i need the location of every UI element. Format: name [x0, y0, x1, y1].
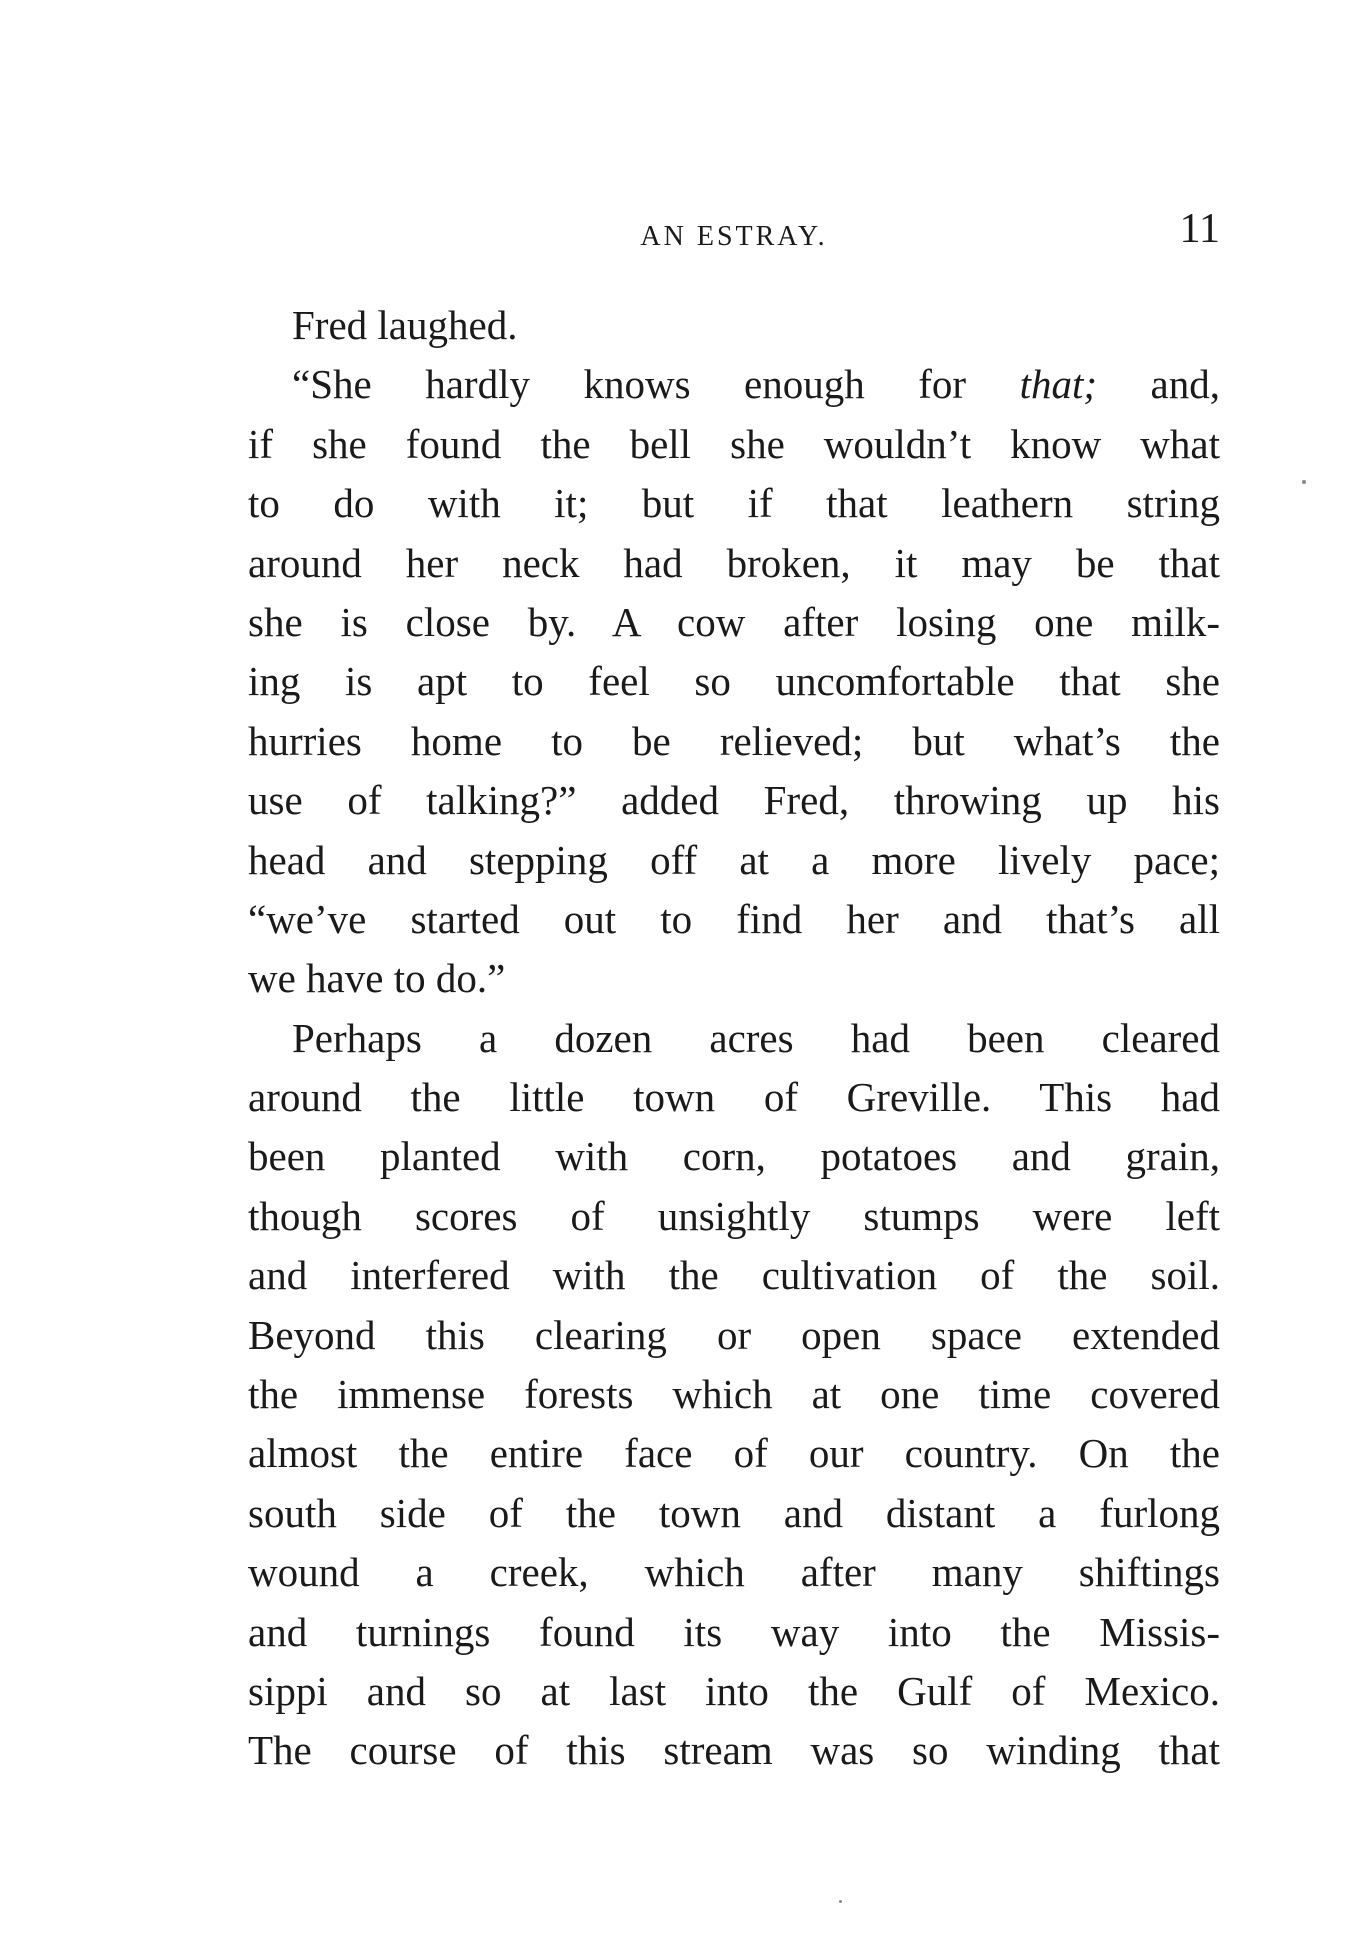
text-line: sippi and so at last into the Gulf of Mexico. — [248, 1667, 1220, 1714]
text-line — [248, 355, 1220, 414]
text-line: wound a creek, which after many shiftings — [248, 1549, 1220, 1596]
text-line: to do with it; but if that leathern string — [248, 480, 1220, 527]
text-line: though scores of unsightly stumps were left — [248, 1192, 1220, 1239]
text-line: The course of this stream was so winding that — [248, 1727, 1220, 1774]
running-head — [248, 205, 1220, 265]
text-line: around her neck had broken, it may be that — [248, 539, 1220, 586]
text-line: and turnings found its way into the Missis- — [248, 1608, 1220, 1655]
text-line: she is close by. A cow after losing one milk- — [248, 598, 1220, 645]
text-line: been planted with corn, potatoes and grain, — [248, 1133, 1220, 1180]
text-line: head and stepping off at a more lively pace; — [248, 836, 1220, 883]
italic-emphasis: that; — [1019, 361, 1098, 408]
text-line: use of talking?” added Fred, throwing up his — [248, 777, 1220, 824]
text-line: hurries home to be relieved; but what’s the — [248, 717, 1220, 764]
text-line: the immense forests which at one time covered — [248, 1371, 1220, 1418]
text-line: around the little town of Greville. This had — [248, 1074, 1220, 1121]
text-segment: “She hardly knows enough for — [292, 361, 1020, 408]
text-line: Beyond this clearing or open space extended — [248, 1311, 1220, 1358]
text-line: south side of the town and distant a furlong — [248, 1489, 1220, 1536]
text-line: and interfered with the cultivation of the soil. — [248, 1252, 1220, 1299]
paper-speck — [1302, 480, 1306, 484]
running-title: AN ESTRAY. — [640, 221, 828, 252]
text-line: if she found the bell she wouldn’t know what — [248, 420, 1220, 467]
text-line: we have to do.” — [248, 955, 506, 1002]
text-line: “we’ve started out to find her and that’s all — [248, 895, 1220, 942]
paper-speck — [839, 1900, 842, 1903]
body-text — [248, 296, 1220, 1781]
text-line: Fred laughed. — [292, 302, 518, 348]
text-segment: and, — [1097, 361, 1220, 408]
page-number: 11 — [1179, 206, 1220, 252]
text-line: almost the entire face of our country. On the — [248, 1430, 1220, 1477]
text-line: Perhaps a dozen acres had been cleared — [292, 1014, 1220, 1061]
text-line: ing is apt to feel so uncomfortable that she — [248, 658, 1220, 705]
